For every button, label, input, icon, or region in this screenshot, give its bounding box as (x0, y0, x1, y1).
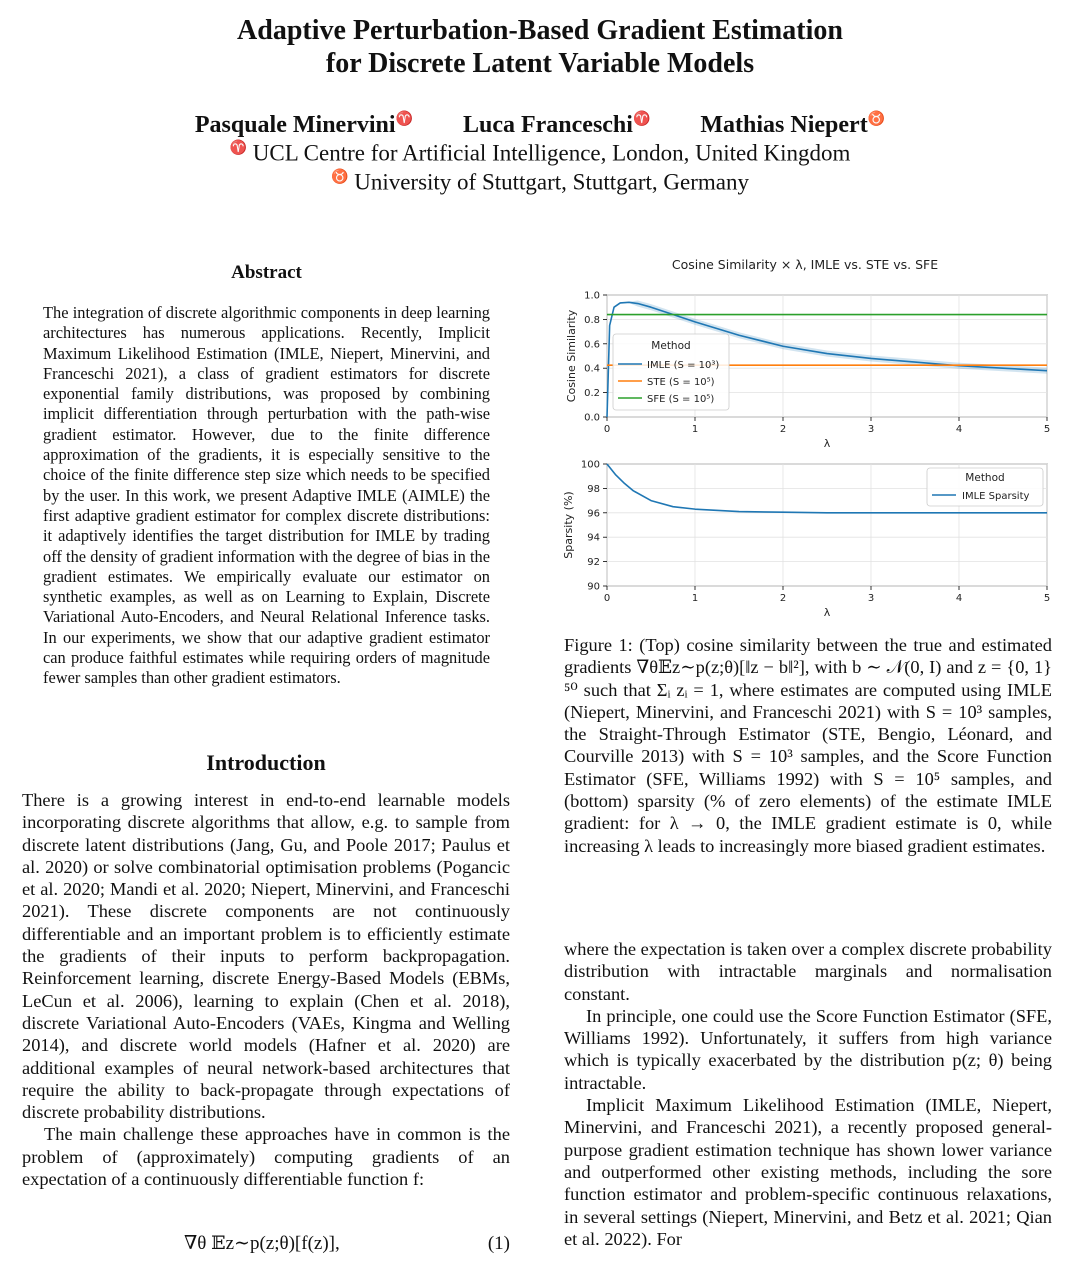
title-line-2: for Discrete Latent Variable Models (325, 48, 755, 79)
y-tick-label: 0.6 (584, 339, 600, 351)
y-tick-label: 1.0 (584, 290, 600, 302)
figure-1-caption: Figure 1: (Top) cosine similarity between the true and estimated gradients ∇θ𝔼z∼p(z;θ)[‖z − b‖²], with b ∼ 𝒩(0, I) and z = {0, 1}⁵⁰ such that Σᵢ zᵢ = 1, where estimates are computed using IMLE (Niepert, Minervini, and Franceschi 2021) with S = 10³ samples, the Straight-Through Estimator (STE, Bengio, Léonard, and Courville 2013) with S = 10³ samples, and the Score Function Estimator (SFE, Williams 1992) with S = 10⁵ samples, and (bottom) sparsity (% of zero elements) of the estimate IMLE gradient: for λ → 0, the IMLE gradient estimate is 0, while increasing λ leads to increasingly more biased gradient estimates. (564, 635, 1052, 856)
legend-label-sparsity: IMLE Sparsity (962, 491, 1030, 502)
equation-formula: ∇θ 𝔼z∼p(z;θ)[f(z)], (184, 1233, 340, 1254)
x-tick-label: 2 (779, 593, 787, 604)
equation-number: (1) (487, 1233, 510, 1254)
right-column-body (564, 938, 1052, 1250)
y-tick-label: 0.0 (584, 412, 600, 424)
affiliation-stuttgart: ♉ University of Stuttgart, Stuttgart, Germany (331, 169, 749, 195)
figure-1-chart (555, 250, 1055, 625)
y-tick-label: 92 (587, 557, 600, 569)
top-y-label: Cosine Similarity (565, 309, 578, 403)
x-tick-label: 1 (691, 593, 699, 604)
legend-label-ste: STE (S = 10⁵) (647, 377, 715, 388)
paper-title (0, 14, 1080, 80)
x-tick-label: 4 (955, 593, 963, 604)
x-tick-label: 1 (691, 424, 699, 435)
x-tick-label: 5 (1043, 424, 1051, 435)
right-paragraph-1: where the expectation is taken over a complex discrete probability distribution with intractable marginals and normalisation constant. (564, 939, 1052, 1004)
legend-label-sfe: SFE (S = 10⁵) (647, 394, 715, 405)
abstract-text: The integration of discrete algorithmic components in deep learning architectures has numerous applications. Recently, Implicit Maximum Likelihood Estimation (IMLE, Niepert, Minervini, and Franceschi 2021), a class of gradient estimators for discrete exponential family distributions, was proposed by combining implicit differentiation through perturbation with the path-wise gradient estimator. However, due to the finite difference approximation of the gradients, it is especially sensitive to the choice of the finite difference step size which needs to be specified by the user. In this work, we present Adaptive IMLE (AIMLE) the first adaptive gradient estimator for complex discrete distributions: it adaptively identifies the target distribution for IMLE by trading off the density of gradient information with the degree of bias in the gradient estimates. We empirically evaluate our estimator on synthetic examples, as well as on Learning to Explain, Discrete Variational Auto-Encoders, and Neural Relational Inference tasks. In our experiments, we show that our adaptive gradient estimator can produce faithful estimates while requiring orders of magnitude fewer samples than other gradient estimators. (43, 303, 490, 688)
bottom-x-label: λ (823, 606, 831, 619)
y-tick-label: 98 (587, 483, 600, 495)
y-tick-label: 90 (587, 581, 600, 593)
x-tick-label: 3 (867, 424, 875, 435)
x-tick-label: 4 (955, 424, 963, 435)
top-legend-title: Method (651, 340, 691, 352)
bottom-legend-title: Method (965, 472, 1005, 484)
introduction-heading: Introduction (206, 750, 326, 775)
y-tick-label: 96 (587, 508, 600, 520)
chart-title: Cosine Similarity × λ, IMLE vs. STE vs. SFE (671, 257, 939, 272)
top-legend (613, 334, 729, 410)
intro-paragraph-2: The main challenge these approaches have in common is the problem of (approximately) computing gradients of an expectation of a continuously differentiable function f: (22, 1124, 510, 1190)
y-tick-label: 100 (580, 459, 600, 471)
affiliation-ucl: ♈ UCL Centre for Artificial Intelligence, London, United Kingdom (229, 140, 851, 166)
author: Luca Franceschi♈ (462, 112, 651, 138)
legend-label-imle: IMLE (S = 10³) (647, 360, 720, 371)
y-tick-label: 94 (587, 532, 600, 544)
y-tick-label: 0.2 (584, 388, 600, 400)
abstract-heading: Abstract (231, 262, 302, 283)
x-tick-label: 2 (779, 424, 787, 435)
author: Pasquale Minervini♈ (194, 112, 413, 138)
introduction-body (22, 789, 510, 1190)
right-paragraph-3: Implicit Maximum Likelihood Estimation (IMLE, Niepert, Minervini, and Franceschi 2021), a recently proposed general-purpose gradient estimation technique has shown lower variance and outperformed other existing methods, including the sore function estimator and problem-specific continuous relaxations, in several settings (Niepert, Minervini, and Betz et al. 2021; Qian et al. 2022). For (564, 1095, 1052, 1249)
y-tick-label: 0.4 (584, 363, 600, 375)
author: Mathias Niepert♉ (700, 112, 886, 138)
bottom-y-label: Sparsity (%) (562, 491, 575, 559)
title-line-1: Adaptive Perturbation-Based Gradient Estimation (237, 15, 843, 46)
top-x-label: λ (823, 437, 831, 450)
x-tick-label: 3 (867, 593, 875, 604)
x-tick-label: 0 (603, 424, 611, 435)
y-tick-label: 0.8 (584, 314, 600, 326)
bottom-legend (927, 468, 1043, 506)
x-tick-label: 0 (603, 593, 611, 604)
intro-paragraph-1: There is a growing interest in end-to-end learnable models incorporating discrete algorithms that allow, e.g. to sample from discrete latent distributions (Jang, Gu, and Poole 2017; Paulus et al. 2020) or solve combinatorial optimisation problems (Pogancic et al. 2020; Mandi et al. 2020; Niepert, Minervini, and Franceschi 2021). These discrete components are not continuously differentiable and an important problem is to efficiently estimate the gradients of their inputs to perform backpropagation. Reinforcement learning, discrete Energy-Based Models (EBMs, LeCun et al. 2006), learning to explain (Chen et al. 2018), discrete Variational Auto-Encoders (VAEs, Kingma and Welling 2014), and discrete world models (Hafner et al. 2020) are additional examples of neural network-based architectures that require the ability to back-propagate through expectations of discrete probability distributions. (22, 790, 510, 1123)
x-tick-label: 5 (1043, 593, 1051, 604)
right-paragraph-2: In principle, one could use the Score Function Estimator (SFE, Williams 1992). Unfortunately, it suffers from high variance which is typically exacerbated by the distribution p(z; θ) being intractable. (564, 1005, 1052, 1093)
